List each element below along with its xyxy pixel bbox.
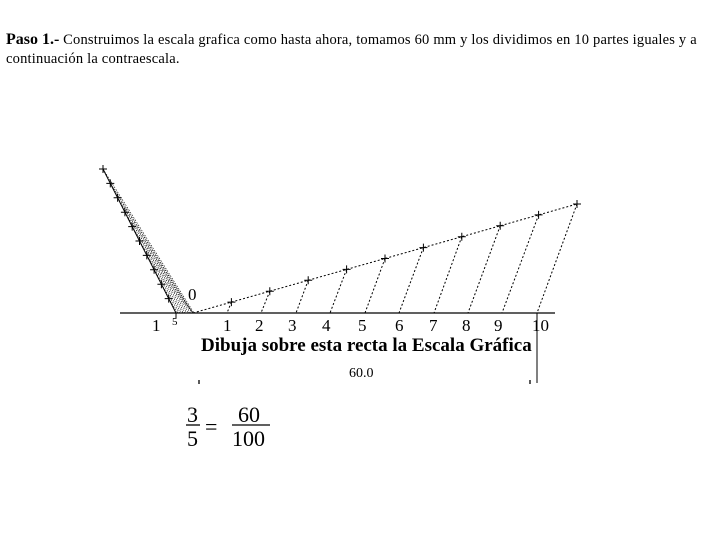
parallel-division-line <box>365 259 385 314</box>
closing-line <box>537 204 577 313</box>
division-label-9: 9 <box>494 316 503 335</box>
counter-parallel-line <box>110 183 192 313</box>
counter-fan-line <box>115 192 193 313</box>
counter-label-1: 1 <box>152 316 161 335</box>
division-label-7: 7 <box>429 316 438 335</box>
counter-parallel-line <box>132 227 187 313</box>
formula-right-numerator: 60 <box>238 402 260 427</box>
parallel-division-line <box>399 248 423 313</box>
formula-right-denominator: 100 <box>232 426 265 451</box>
parallel-division-line <box>227 302 231 313</box>
parallel-division-line <box>468 226 500 313</box>
counter-parallel-line <box>103 169 194 313</box>
zero-label: 0 <box>188 285 197 304</box>
counter-label-5: 5 <box>172 316 178 328</box>
ratio-formula <box>186 402 270 451</box>
division-label-4: 4 <box>322 316 331 335</box>
division-label-5: 5 <box>358 316 367 335</box>
division-label-6: 6 <box>395 316 404 335</box>
counter-parallel-line <box>147 255 183 313</box>
division-label-3: 3 <box>288 316 297 335</box>
counter-fan-line <box>108 179 193 313</box>
dimension-label: 60.0 <box>349 366 374 381</box>
construction-lines <box>99 165 581 318</box>
division-label-8: 8 <box>462 316 471 335</box>
parallel-division-line <box>261 291 270 313</box>
parallel-division-line <box>502 215 539 313</box>
formula-left-denominator: 5 <box>187 426 198 451</box>
division-label-1: 1 <box>223 316 232 335</box>
ray-division-mark <box>573 200 581 208</box>
division-label-2: 2 <box>255 316 264 335</box>
scale-caption: Dibuja sobre esta recta la Escala Gráfica <box>201 335 532 356</box>
counter-parallel-line <box>125 212 189 313</box>
parallel-division-line <box>296 280 308 313</box>
step-label: Paso 1.- <box>6 31 60 48</box>
division-label-10: 10 <box>532 316 549 335</box>
counter-ray-mark <box>121 208 129 216</box>
counter-fan-line <box>148 257 193 313</box>
parallel-division-line <box>434 237 462 313</box>
parallel-division-line <box>330 269 347 313</box>
counter-fan-line <box>121 205 193 313</box>
counter-parallel-line <box>140 241 186 313</box>
counter-parallel-line <box>118 198 191 313</box>
formula-equals: = <box>205 414 218 439</box>
formula-left-numerator: 3 <box>187 402 198 427</box>
counter-parallel-line <box>154 270 181 313</box>
instruction-text: Construimos la escala grafica como hasta ahora, tomamos 60 mm y los dividimos en 10 partes iguales y a continuación la contraescala. <box>6 32 697 67</box>
